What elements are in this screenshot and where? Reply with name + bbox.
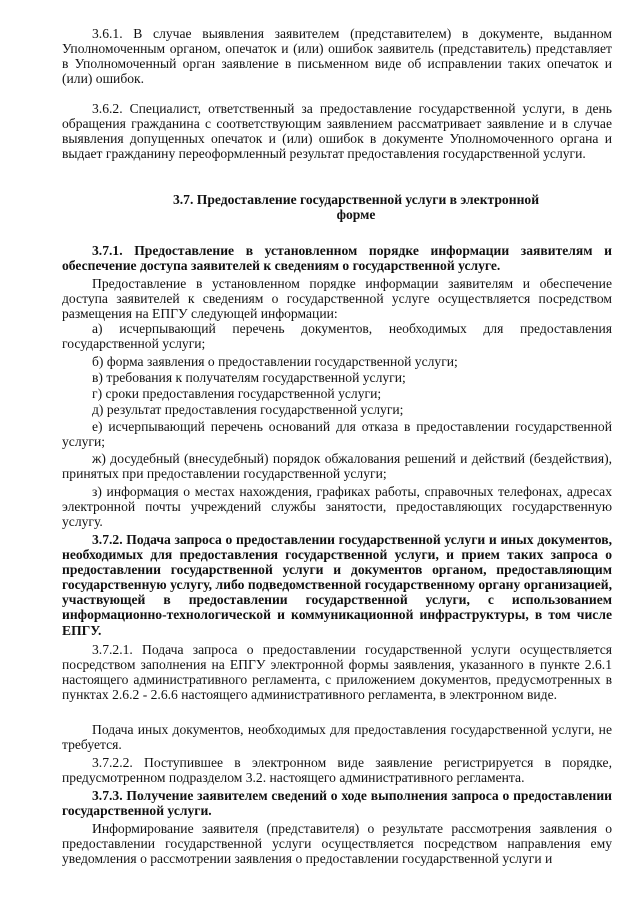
subsection-heading-3-7-2 xyxy=(62,532,612,638)
paragraph-text: 3.6.2. Специалист, ответственный за предоставление государственной услуги, в день обращения гражданина с соответствующим заявлением рассматривает заявление и в случае выявления допущенных опечаток и (или) ошибок в документе Уполномоченного органа и выдает гражданину переоформленный результат предоставления государственной услуги. xyxy=(62,101,612,162)
list-item-d xyxy=(62,402,612,417)
section-heading-3-7 xyxy=(160,192,552,222)
list-item-text: з) информация о местах нахождения, графиках работы, справочных телефонах, адресах электронной почты учреждений службы занятости, предоставляющих государственную услугу. xyxy=(62,484,612,530)
list-item-text: г) сроки предоставления государственной услуги; xyxy=(92,386,382,401)
list-item-b xyxy=(62,354,612,369)
list-item-e xyxy=(62,419,612,449)
subsection-heading: 3.7.2. Подача запроса о предоставлении государственной услуги и иных документов, необходимых для предоставления государственной услуги, и прием таких запроса о предоставлении государственной услуги и документов органом, предоставляющим государственную услугу, либо подведомственной государственному органу организацией, участвующей в предоставлении государственной услуги, с использованием информационно-технологической и коммуникационной инфраструктуры, в том числе ЕПГУ. xyxy=(62,532,612,638)
paragraph-3-7-3 xyxy=(62,821,612,866)
paragraph-text: 3.6.1. В случае выявления заявителем (представителем) в документе, выданном Уполномоченным органом, опечаток и (или) ошибок заявитель (представитель) представляет в Уполномоченный орган заявление в письменном виде об исправлении таких опечаток и (или) ошибок. xyxy=(62,26,612,87)
list-item-z xyxy=(62,484,612,529)
section-heading: 3.7. Предоставление государственной услуги в электронной форме xyxy=(172,192,540,223)
paragraph-text: 3.7.2.2. Поступившее в электронном виде заявление регистрируется в порядке, предусмотренном подразделом 3.2. настоящего административного регламента. xyxy=(62,755,612,786)
paragraph-text: Информирование заявителя (представителя) о результате рассмотрения заявления о предоставлении государственной услуги осуществляется посредством направления ему уведомления о рассмотрении заявления о предоставлении государственной услуги и xyxy=(62,821,612,867)
list-item-text: ж) досудебный (внесудебный) порядок обжалования решений и действий (бездействия), принятых при предоставлении государственной услуги; xyxy=(62,451,612,482)
subsection-heading: 3.7.3. Получение заявителем сведений о ходе выполнения запроса о предоставлении государственной услуги. xyxy=(62,788,612,819)
list-item-text: д) результат предоставления государственной услуги; xyxy=(92,402,404,417)
list-item-g xyxy=(62,386,612,401)
list-item-text: а) исчерпывающий перечень документов, необходимых для предоставления государственной услуги; xyxy=(62,321,612,352)
paragraph-3-7-1-intro xyxy=(62,276,612,321)
paragraph-3-7-2-2 xyxy=(62,755,612,785)
paragraph-3-7-2-1 xyxy=(62,642,612,702)
paragraph-3-6-1 xyxy=(62,26,612,86)
paragraph-text: Подача иных документов, необходимых для предоставления государственной услуги, не требуется. xyxy=(62,722,612,753)
list-item-text: б) форма заявления о предоставлении государственной услуги; xyxy=(92,354,458,369)
paragraph-3-6-2 xyxy=(62,101,612,161)
subsection-heading: 3.7.1. Предоставление в установленном порядке информации заявителям и обеспечение доступа заявителей к сведениям о государственной услуге. xyxy=(62,243,612,274)
list-item-text: е) исчерпывающий перечень оснований для отказа в предоставлении государственной услуги; xyxy=(62,419,612,450)
list-item-v xyxy=(62,370,612,385)
paragraph-3-7-2-1-other-docs xyxy=(62,722,612,752)
paragraph-text: 3.7.2.1. Подача запроса о предоставлении государственной услуги осуществляется посредством заполнения на ЕПГУ электронной формы заявления, указанного в пункте 2.6.1 настоящего административного регламента, с приложением документов, предусмотренных в пунктах 2.6.2 - 2.6.6 настоящего административного регламента, в электронном виде. xyxy=(62,642,612,703)
list-item-text: в) требования к получателям государственной услуги; xyxy=(92,370,406,385)
subsection-heading-3-7-1 xyxy=(62,243,612,273)
paragraph-text: Предоставление в установленном порядке информации заявителям и обеспечение доступа заявителей к сведениям о государственной услуге осуществляется посредством размещения на ЕПГУ следующей информации: xyxy=(62,276,612,322)
list-item-a xyxy=(62,321,612,351)
subsection-heading-3-7-3 xyxy=(62,788,612,818)
list-item-zh xyxy=(62,451,612,481)
